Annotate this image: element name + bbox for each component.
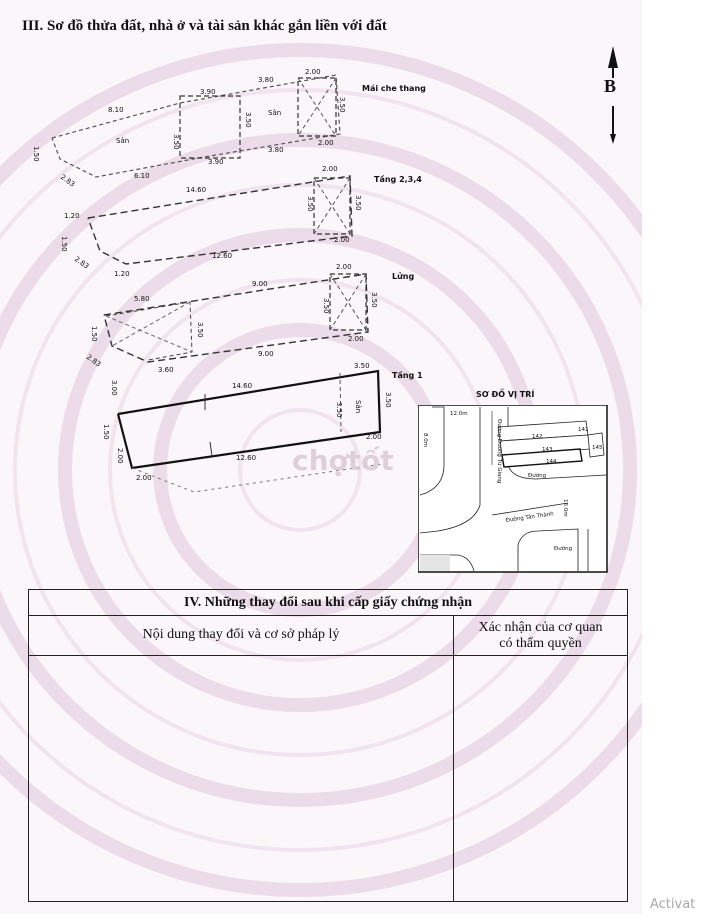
dim-label: 3.50 [306,196,314,212]
small-label: Đường [554,546,573,552]
lot-label: 145 [592,445,603,451]
road-name-left: Đường Dương Tử Giang [496,419,502,484]
confirmation-header-line-2: có thẩm quyền [499,636,582,651]
road-width-top: 12.0m [450,411,468,417]
confirmation-column [454,616,627,901]
room-label: Sân [268,109,282,117]
dim-label: 9.00 [252,280,268,288]
confirmation-column-header [454,616,627,656]
dim-label: 2.00 [318,139,334,147]
dim-label: 3.50 [354,195,362,211]
dim-label: 3.50 [354,362,370,370]
road-name-bottom: Đường Tân Thành [505,511,555,524]
location-map [418,405,608,573]
small-label: Đường [528,473,547,479]
dim-label: 9.00 [258,350,274,358]
dim-label: 2.00 [348,335,364,343]
dim-label: 8.10 [108,106,124,114]
changes-column [29,616,454,901]
dim-label: 3.50 [370,292,378,308]
north-label: B [604,76,617,96]
dim-label: 12.60 [236,454,257,462]
room-label: Sân [116,137,130,145]
dim-label: 3.50 [338,97,346,113]
lot-label: 143 [542,447,553,453]
section-4-table [28,589,628,902]
dim-label: 3.50 [322,298,330,314]
confirmation-header-line-1: Xác nhận của cơ quan [478,620,603,635]
dim-label: 3.50 [384,392,392,408]
dim-label: 1.50 [102,424,110,440]
dim-label: 14.60 [232,382,253,390]
activate-windows-overlay: Activat [650,897,696,912]
dim-label: 2.00 [334,236,350,244]
dim-label: 6.10 [134,172,150,180]
changes-column-header: Nội dung thay đổi và cơ sở pháp lý [29,616,453,656]
dim-label: 1.50 [90,326,98,342]
dim-label: 1.50 [60,236,68,252]
section-3-title: III. Sơ đồ thửa đất, nhà ở và tài sản khác gắn liền với đất [22,18,387,34]
floor-tang-234 [60,165,422,278]
dim-label: 2.00 [322,165,338,173]
dim-label: 3.50 [196,322,204,338]
dim-label: 5.80 [134,295,150,303]
dim-label: 1.20 [114,270,130,278]
dim-label: 3.90 [200,88,216,96]
floor-label-lung: Lửng [392,272,415,281]
dim-label: 3.00 [110,380,118,396]
dim-label: 12.60 [212,252,233,260]
floor-label-tang-1: Tầng 1 [392,371,423,380]
floor-label-tang-234: Tầng 2,3,4 [374,175,422,184]
dim-label: 1.20 [64,212,80,220]
dim-label: 2.83 [58,173,77,189]
dim-label: 3.50 [335,402,343,418]
dim-label: 3.80 [258,76,274,84]
dim-label: 3.90 [208,158,224,166]
floor-label-mai-che: Mái che thang [362,84,426,93]
section-4-title: IV. Những thay đổi sau khi cấp giấy chứng nhận [29,590,627,616]
road-width-left: 8.0m [422,433,428,448]
dim-label: 14.60 [186,186,207,194]
floor-mai-che [32,68,426,189]
lot-label: 141 [578,427,589,433]
dim-label: 2.83 [84,353,103,369]
dim-label: 2.83 [72,255,91,271]
dim-label: 3.50 [244,112,252,128]
dim-label: 3.50 [172,134,180,150]
location-map-title: SƠ ĐỒ VỊ TRÍ [476,390,535,399]
dim-label: 1.50 [32,146,40,162]
dim-label: 3.60 [158,366,174,374]
right-margin [642,0,712,914]
dim-label: 2.00 [336,263,352,271]
dim-label: 2.00 [136,474,152,482]
watermark: chợtốt [292,444,394,477]
dim-label: 2.00 [116,448,124,464]
dim-label: 2.00 [305,68,321,76]
lot-label: 142 [532,434,543,440]
dim-label: 2.00 [366,433,382,441]
dim-label: 3.80 [268,146,284,154]
room-label: Sân [354,400,362,414]
road-width-right: 16.0m [562,499,568,517]
floor-lung [85,263,415,374]
lot-label: 144 [546,459,557,465]
